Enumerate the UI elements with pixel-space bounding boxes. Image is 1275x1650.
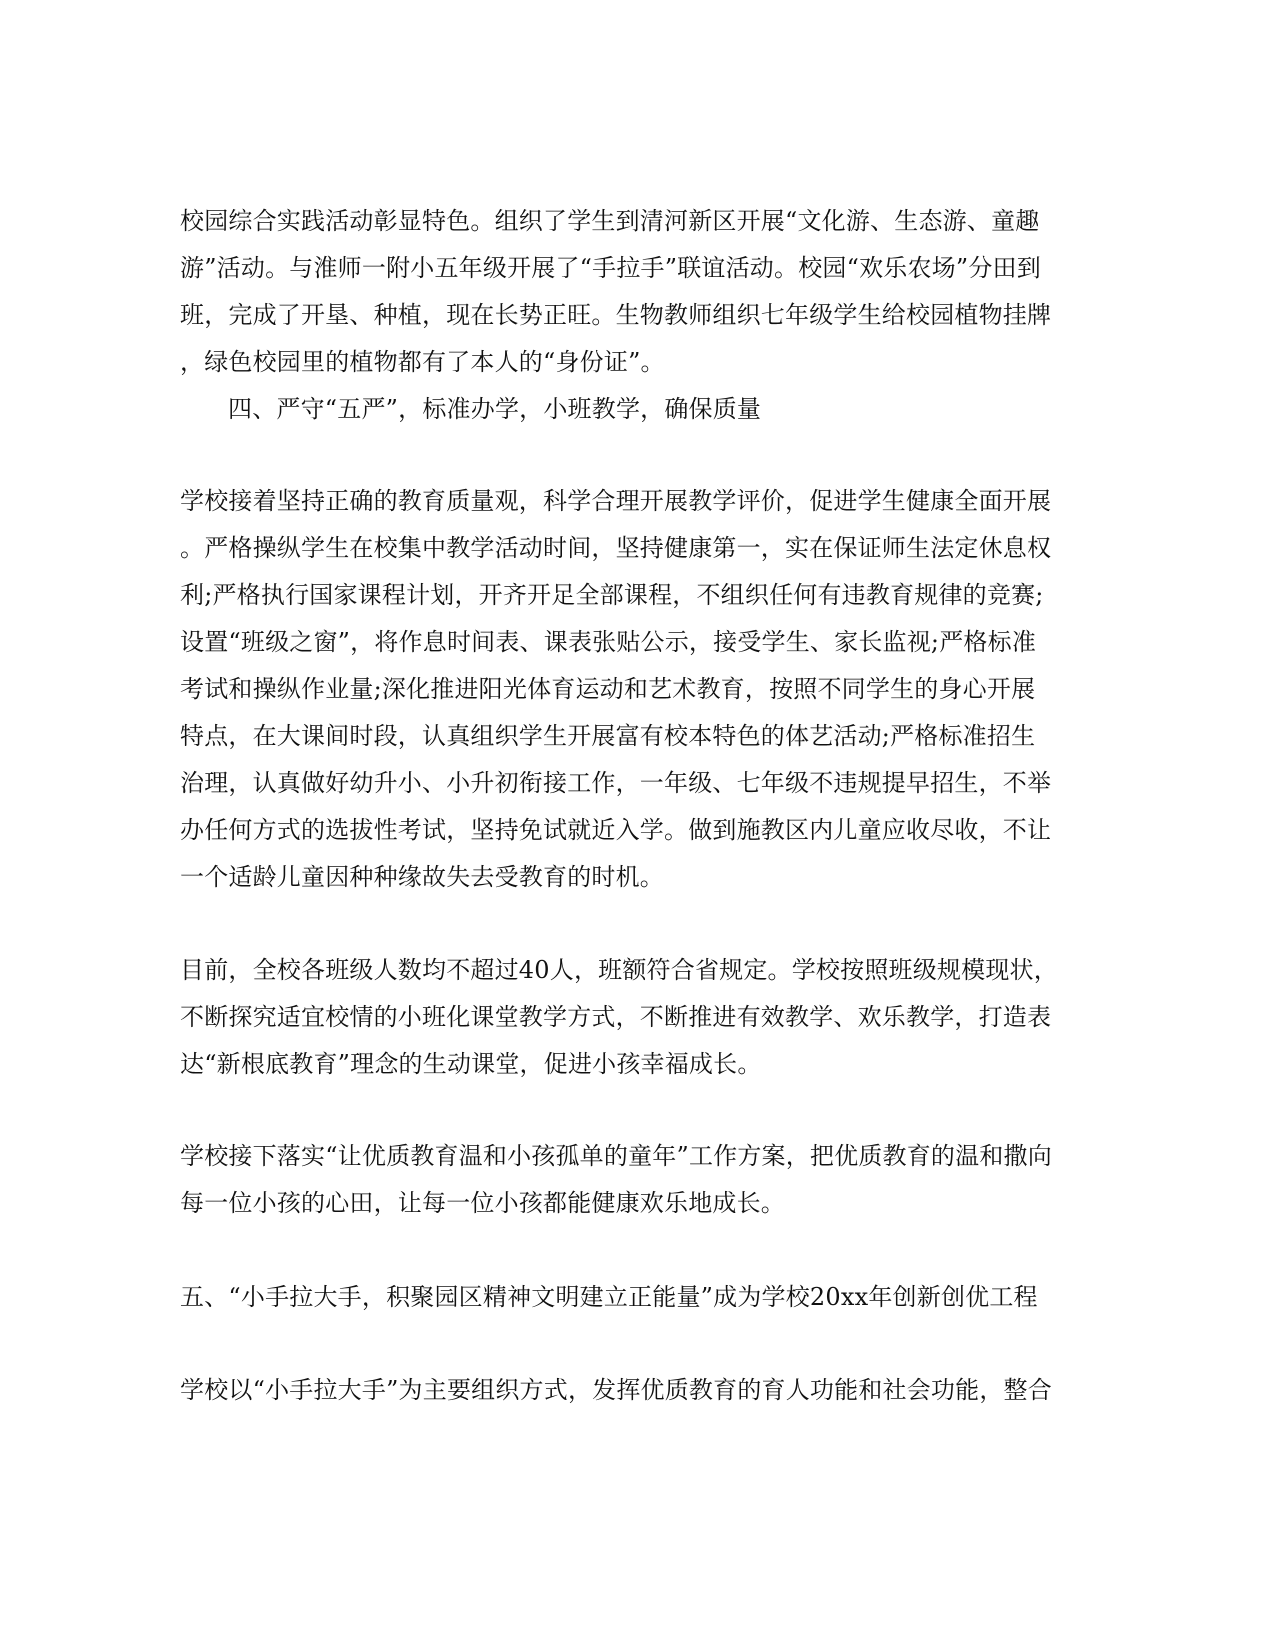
text-line: 目前，全校各班级人数均不超过40人，班额符合省规定。学校按照班级规模现状，	[180, 956, 1058, 984]
text-line: 达“新根底教育”理念的生动课堂，促进小孩幸福成长。	[180, 1050, 762, 1078]
text-line: 每一位小孩的心田，让每一位小孩都能健康欢乐地成长。	[180, 1189, 785, 1217]
text-line: 特点，在大课间时段，认真组织学生开展富有校本特色的体艺活动;严格标准招生	[180, 722, 1036, 750]
text-line: 游”活动。与淮师一附小五年级开展了“手拉手”联谊活动。校园“欢乐农场”分田到	[180, 254, 1041, 282]
text-line: 。严格操纵学生在校集中教学活动时间，坚持健康第一，实在保证师生法定休息权	[180, 534, 1052, 562]
text-line: 学校接着坚持正确的教育质量观，科学合理开展教学评价，促进学生健康全面开展	[180, 487, 1052, 515]
text-line: 考试和操纵作业量;深化推进阳光体育运动和艺术教育，按照不同学生的身心开展	[180, 675, 1036, 703]
text-line: 校园综合实践活动彰显特色。组织了学生到清河新区开展“文化游、生态游、童趣	[180, 207, 1040, 235]
text-line: 办任何方式的选拔性考试，坚持免试就近入学。做到施教区内儿童应收尽收，不让	[180, 816, 1052, 844]
text-line: 学校以“小手拉大手”为主要组织方式，发挥优质教育的育人功能和社会功能，整合	[180, 1376, 1052, 1404]
text-line: 利;严格执行国家课程计划，开齐开足全部课程，不组织任何有违教育规律的竞赛;	[180, 581, 1044, 609]
text-line: 治理，认真做好幼升小、小升初衔接工作，一年级、七年级不违规提早招生，不举	[180, 769, 1052, 797]
text-line: 不断探究适宜校情的小班化课堂教学方式，不断推进有效教学、欢乐教学，打造表	[180, 1003, 1052, 1031]
text-line: 班，完成了开垦、种植，现在长势正旺。生物教师组织七年级学生给校园植物挂牌	[180, 301, 1052, 329]
text-line: 学校接下落实“让优质教育温和小孩孤单的童年”工作方案，把优质教育的温和撒向	[180, 1142, 1052, 1170]
text-line: ，绿色校园里的植物都有了本人的“身份证”。	[180, 348, 665, 376]
section-heading: 四、严守“五严”，标准办学，小班教学，确保质量	[228, 395, 762, 423]
section-heading: 五、“小手拉大手，积聚园区精神文明建立正能量”成为学校20xx年创新创优工程	[180, 1283, 1038, 1311]
text-line: 设置“班级之窗”，将作息时间表、课表张贴公示，接受学生、家长监视;严格标准	[180, 628, 1037, 656]
text-line: 一个适龄儿童因种种缘故失去受教育的时机。	[180, 863, 664, 891]
